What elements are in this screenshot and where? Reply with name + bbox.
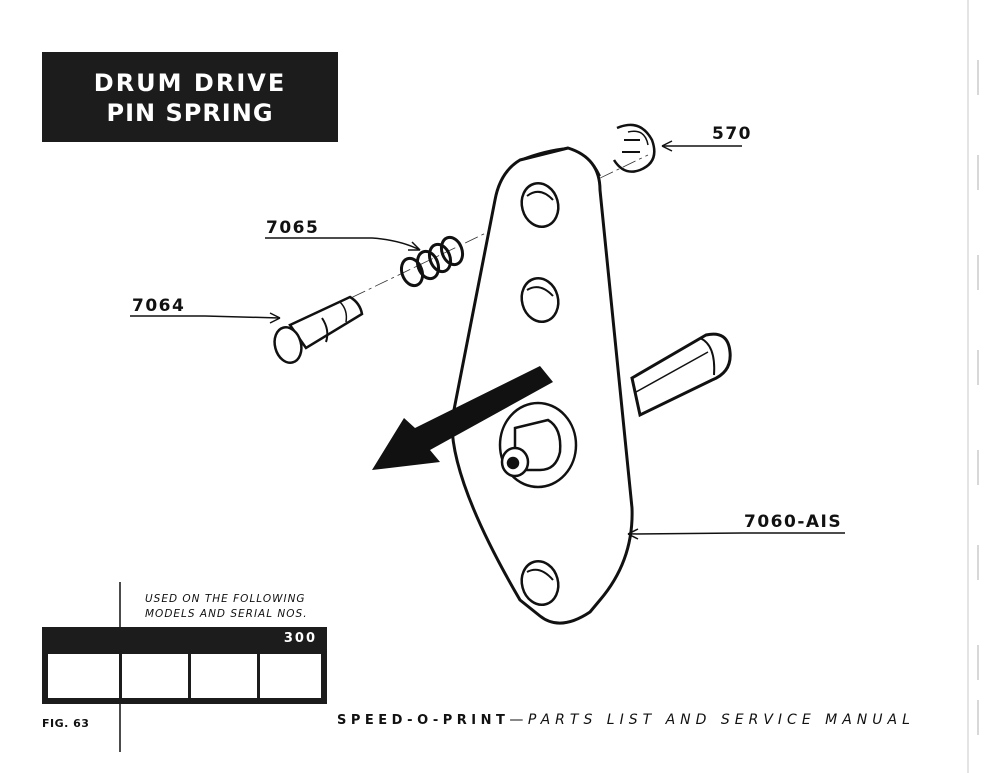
footer-subtitle: PARTS LIST AND SERVICE MANUAL <box>527 712 915 728</box>
drive-pin <box>271 297 362 366</box>
title-line-2: PIN SPRING <box>106 99 274 127</box>
title-line-1: DRUM DRIVE <box>93 69 287 97</box>
callout-570: 570 <box>712 124 752 144</box>
model-header-300: 300 <box>283 631 317 646</box>
model-cell <box>260 654 321 698</box>
models-caption <box>145 592 308 622</box>
model-cell <box>48 654 119 698</box>
callout-7064: 7064 <box>132 296 186 316</box>
model-table <box>42 627 327 704</box>
callout-7060-ais: 7060-AIS <box>744 512 843 532</box>
callout-7065: 7065 <box>266 218 320 238</box>
drive-shaft <box>632 334 730 415</box>
footer <box>337 712 915 728</box>
figure-number: FIG. 63 <box>42 717 90 730</box>
models-caption-line-1: USED ON THE FOLLOWING <box>145 593 306 605</box>
front-boss <box>500 403 576 487</box>
spring <box>398 234 466 288</box>
model-cell <box>122 654 188 698</box>
footer-dash: — <box>509 712 524 728</box>
footer-brand: SPEED-O-PRINT <box>337 713 510 728</box>
models-caption-line-2: MODELS AND SERIAL NOS. <box>145 608 308 620</box>
model-cell <box>191 654 257 698</box>
e-clip <box>614 125 654 172</box>
